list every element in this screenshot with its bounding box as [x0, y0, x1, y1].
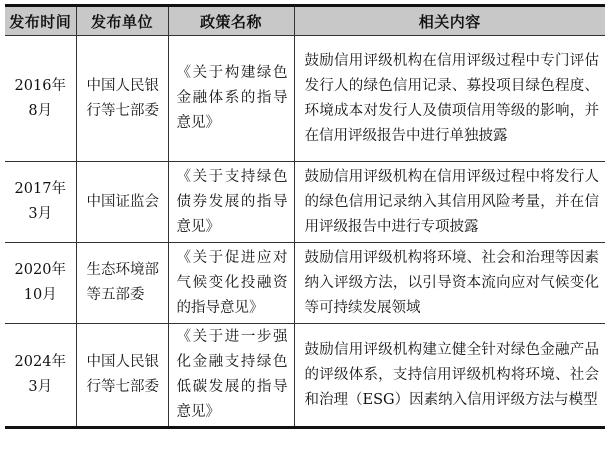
unit-cell: 中国人民银行等七部委: [76, 36, 168, 162]
header-row: [5, 6, 605, 36]
date-cell: [5, 36, 76, 162]
date-month: 10月: [23, 287, 57, 303]
policy-cell: 《关于进一步强化金融支持绿色低碳发展的指导意见》: [168, 324, 294, 428]
date-cell: [5, 162, 76, 243]
header-unit: 发布单位: [76, 6, 168, 36]
policy-cell: 《关于支持绿色债券发展的指导意见》: [168, 162, 294, 243]
header-policy: 政策名称: [168, 6, 294, 36]
policy-table: [5, 4, 605, 429]
policy-cell: 《关于促进应对气候变化投融资的指导意见》: [168, 243, 294, 324]
date-year: 2016年: [14, 77, 66, 94]
date-cell: [5, 243, 76, 324]
date-month: 8月: [28, 102, 53, 119]
header-date: 发布时间: [5, 6, 76, 36]
date-year: 2024年: [14, 354, 66, 370]
unit-cell: 生态环境部等五部委: [76, 243, 168, 324]
unit-cell: 中国证监会: [76, 162, 168, 243]
date-year: 2020年: [14, 262, 66, 278]
date-year: 2017年: [14, 181, 66, 197]
content-cell: 鼓励信用评级机构建立健全针对绿色金融产品的评级体系，支持信用评级机构将环境、社会和治理（ESG）因素纳入信用评级方法与模型: [294, 324, 605, 428]
unit-cell: 中国人民银行等七部委: [76, 324, 168, 428]
date-month: 3月: [28, 206, 53, 222]
table-row: [5, 162, 605, 243]
header-content: 相关内容: [294, 6, 605, 36]
content-cell: 鼓励信用评级机构将环境、社会和治理等因素纳入评级方法，以引导资本流向应对气候变化等可持续发展领域: [294, 243, 605, 324]
table-row: [5, 36, 605, 162]
content-cell: 鼓励信用评级机构在信用评级过程中专门评估发行人的绿色信用记录、募投项目绿色程度、环境成本对发行人及债项信用等级的影响，并在信用评级报告中进行单独披露: [294, 36, 605, 162]
date-cell: [5, 324, 76, 428]
policy-cell: 《关于构建绿色金融体系的指导意见》: [168, 36, 294, 162]
table-row: [5, 243, 605, 324]
date-month: 3月: [28, 379, 53, 395]
content-cell: 鼓励信用评级机构在信用评级过程中将发行人的绿色信用记录纳入其信用风险考量，并在信用评级报告中进行专项披露: [294, 162, 605, 243]
table-row: [5, 324, 605, 428]
